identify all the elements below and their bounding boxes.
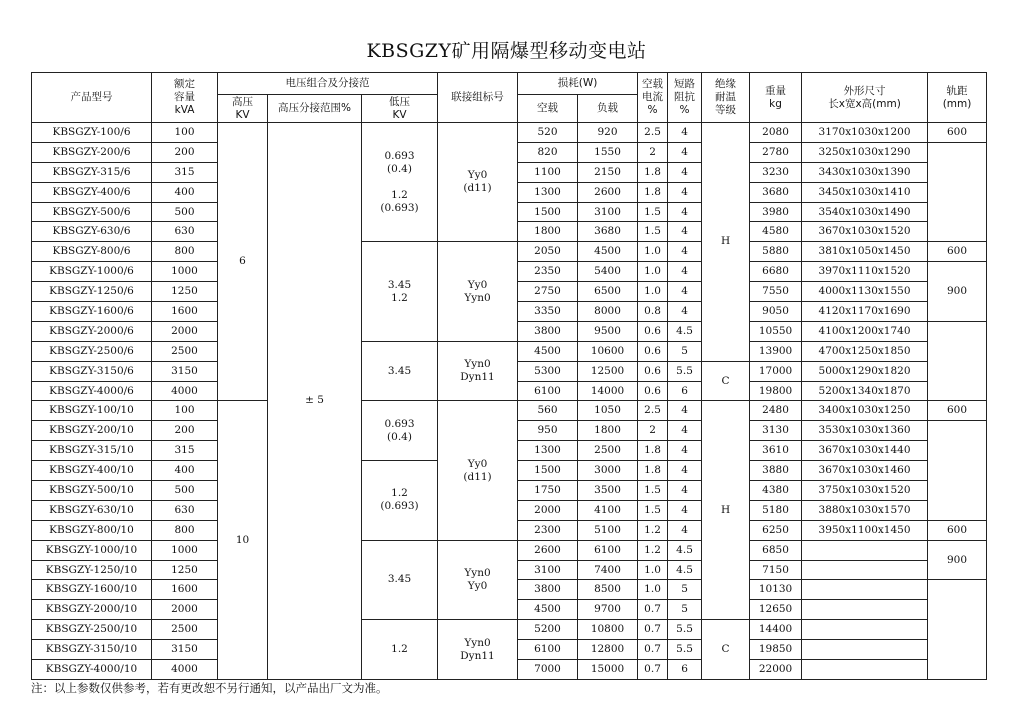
no-load-current-cell: 1.8 [638,441,668,461]
dimensions-cell: 3540x1030x1490 [802,202,928,222]
impedance-cell: 4 [668,282,702,302]
header-hv: 高压 KV [218,95,268,123]
dimensions-cell [802,560,928,580]
no-load-loss-cell: 820 [518,142,578,162]
model-cell: KBSGZY-400/6 [32,182,152,202]
weight-cell: 10130 [750,580,802,600]
no-load-loss-cell: 1300 [518,441,578,461]
impedance-cell: 5 [668,600,702,620]
model-cell: KBSGZY-3150/6 [32,361,152,381]
load-loss-cell: 10800 [578,620,638,640]
connection-cell: Yy0 (d11) [438,123,518,242]
capacity-cell: 2000 [152,600,218,620]
capacity-cell: 1000 [152,540,218,560]
model-cell: KBSGZY-315/6 [32,162,152,182]
header-capacity: 额定 容量 kVA [152,73,218,123]
load-loss-cell: 4500 [578,242,638,262]
dimensions-cell [802,640,928,660]
model-cell: KBSGZY-1000/10 [32,540,152,560]
gauge-cell: 600 [928,520,987,540]
load-loss-cell: 2500 [578,441,638,461]
no-load-current-cell: 0.6 [638,381,668,401]
capacity-cell: 1250 [152,560,218,580]
dimensions-cell [802,540,928,560]
no-load-current-cell: 0.6 [638,321,668,341]
weight-cell: 7150 [750,560,802,580]
weight-cell: 7550 [750,282,802,302]
connection-cell: Yyn0 Dyn11 [438,341,518,401]
dimensions-cell: 3250x1030x1290 [802,142,928,162]
model-cell: KBSGZY-1250/6 [32,282,152,302]
header-insulation: 绝缘 耐温 等级 [702,73,750,123]
no-load-loss-cell: 6100 [518,640,578,660]
weight-cell: 4580 [750,222,802,242]
table-row [32,242,987,262]
model-cell: KBSGZY-800/10 [32,520,152,540]
load-loss-cell: 3100 [578,202,638,222]
no-load-current-cell: 1.5 [638,202,668,222]
capacity-cell: 630 [152,500,218,520]
no-load-current-cell: 2.5 [638,401,668,421]
dimensions-cell: 3670x1030x1520 [802,222,928,242]
dimensions-cell: 3810x1050x1450 [802,242,928,262]
capacity-cell: 3150 [152,640,218,660]
page-title: KBSGZY矿用隔爆型移动变电站 [366,40,647,62]
no-load-loss-cell: 2350 [518,262,578,282]
no-load-loss-cell: 1100 [518,162,578,182]
capacity-cell: 500 [152,202,218,222]
impedance-cell: 5.5 [668,620,702,640]
no-load-loss-cell: 1750 [518,481,578,501]
impedance-cell: 4.5 [668,560,702,580]
header-weight: 重量 kg [750,73,802,123]
impedance-cell: 4 [668,441,702,461]
no-load-loss-cell: 2600 [518,540,578,560]
weight-cell: 13900 [750,341,802,361]
weight-cell: 19800 [750,381,802,401]
capacity-cell: 315 [152,441,218,461]
model-cell: KBSGZY-800/6 [32,242,152,262]
capacity-cell: 2500 [152,620,218,640]
gauge-cell [928,580,987,679]
lv-cell: 0.693 (0.4) 1.2 (0.693) [362,123,438,242]
no-load-current-cell: 0.6 [638,361,668,381]
no-load-current-cell: 2 [638,421,668,441]
no-load-current-cell: 0.7 [638,640,668,660]
capacity-cell: 500 [152,481,218,501]
dimensions-cell: 3880x1030x1570 [802,500,928,520]
connection-cell: Yy0 (d11) [438,401,518,540]
no-load-current-cell: 1.0 [638,580,668,600]
footnote: 注：以上参数仅供参考，若有更改恕不另行通知，以产品出厂文为准。 [31,681,388,695]
header-model: 产品型号 [32,73,152,123]
model-cell: KBSGZY-1600/10 [32,580,152,600]
weight-cell: 6250 [750,520,802,540]
capacity-cell: 800 [152,520,218,540]
capacity-cell: 800 [152,242,218,262]
dimensions-cell: 4000x1130x1550 [802,282,928,302]
weight-cell: 10550 [750,321,802,341]
impedance-cell: 4 [668,520,702,540]
impedance-cell: 5.5 [668,640,702,660]
header-voltage-group: 电压组合及分接范 [218,73,438,95]
weight-cell: 2080 [750,123,802,143]
no-load-loss-cell: 2300 [518,520,578,540]
impedance-cell: 4 [668,202,702,222]
impedance-cell: 4 [668,142,702,162]
gauge-cell: 600 [928,242,987,262]
header-dimensions: 外形尺寸 长x宽x高(mm) [802,73,928,123]
insulation-cell: C [702,361,750,401]
no-load-loss-cell: 3800 [518,321,578,341]
weight-cell: 19850 [750,640,802,660]
load-loss-cell: 1550 [578,142,638,162]
no-load-current-cell: 1.0 [638,282,668,302]
gauge-cell [928,321,987,401]
no-load-loss-cell: 5200 [518,620,578,640]
impedance-cell: 6 [668,660,702,680]
dimensions-cell: 3450x1030x1410 [802,182,928,202]
lv-cell: 3.45 [362,540,438,620]
model-cell: KBSGZY-2000/6 [32,321,152,341]
impedance-cell: 4 [668,421,702,441]
dimensions-cell: 3530x1030x1360 [802,421,928,441]
tap-range-cell: ± 5 [268,123,362,680]
impedance-cell: 4 [668,481,702,501]
model-cell: KBSGZY-2500/6 [32,341,152,361]
load-loss-cell: 1800 [578,421,638,441]
load-loss-cell: 3000 [578,461,638,481]
load-loss-cell: 10600 [578,341,638,361]
weight-cell: 14400 [750,620,802,640]
no-load-loss-cell: 560 [518,401,578,421]
capacity-cell: 400 [152,182,218,202]
capacity-cell: 2000 [152,321,218,341]
load-loss-cell: 5100 [578,520,638,540]
capacity-cell: 1600 [152,302,218,322]
weight-cell: 2480 [750,401,802,421]
table-row [32,341,987,361]
impedance-cell: 4.5 [668,540,702,560]
no-load-loss-cell: 520 [518,123,578,143]
no-load-current-cell: 1.8 [638,461,668,481]
load-loss-cell: 8500 [578,580,638,600]
capacity-cell: 4000 [152,381,218,401]
capacity-cell: 315 [152,162,218,182]
dimensions-cell: 3950x1100x1450 [802,520,928,540]
dimensions-cell [802,620,928,640]
load-loss-cell: 15000 [578,660,638,680]
model-cell: KBSGZY-500/6 [32,202,152,222]
load-loss-cell: 7400 [578,560,638,580]
impedance-cell: 4 [668,461,702,481]
no-load-current-cell: 1.0 [638,242,668,262]
no-load-current-cell: 1.8 [638,162,668,182]
dimensions-cell: 5000x1290x1820 [802,361,928,381]
load-loss-cell: 6100 [578,540,638,560]
no-load-current-cell: 0.7 [638,660,668,680]
capacity-cell: 1000 [152,262,218,282]
impedance-cell: 4 [668,123,702,143]
no-load-current-cell: 1.5 [638,500,668,520]
model-cell: KBSGZY-500/10 [32,481,152,501]
no-load-loss-cell: 6100 [518,381,578,401]
dimensions-cell: 4120x1170x1690 [802,302,928,322]
capacity-cell: 400 [152,461,218,481]
load-loss-cell: 12500 [578,361,638,381]
weight-cell: 12650 [750,600,802,620]
no-load-loss-cell: 1500 [518,461,578,481]
no-load-loss-cell: 2750 [518,282,578,302]
no-load-loss-cell: 950 [518,421,578,441]
impedance-cell: 4 [668,182,702,202]
no-load-current-cell: 2 [638,142,668,162]
capacity-cell: 1250 [152,282,218,302]
load-loss-cell: 1050 [578,401,638,421]
impedance-cell: 6 [668,381,702,401]
dimensions-cell: 3430x1030x1390 [802,162,928,182]
header-connection: 联接组标号 [438,73,518,123]
weight-cell: 5180 [750,500,802,520]
gauge-cell: 600 [928,401,987,421]
model-cell: KBSGZY-4000/10 [32,660,152,680]
dimensions-cell: 5200x1340x1870 [802,381,928,401]
model-cell: KBSGZY-100/6 [32,123,152,143]
no-load-current-cell: 1.5 [638,222,668,242]
no-load-loss-cell: 3800 [518,580,578,600]
no-load-current-cell: 0.8 [638,302,668,322]
dimensions-cell: 3750x1030x1520 [802,481,928,501]
connection-cell: Yyn0 Dyn11 [438,620,518,680]
header-lv: 低压 KV [362,95,438,123]
no-load-current-cell: 1.0 [638,560,668,580]
model-cell: KBSGZY-4000/6 [32,381,152,401]
weight-cell: 3610 [750,441,802,461]
load-loss-cell: 3500 [578,481,638,501]
model-cell: KBSGZY-315/10 [32,441,152,461]
model-cell: KBSGZY-200/6 [32,142,152,162]
no-load-loss-cell: 2000 [518,500,578,520]
weight-cell: 9050 [750,302,802,322]
lv-cell: 3.45 [362,341,438,401]
capacity-cell: 100 [152,123,218,143]
connection-cell: Yy0 Yyn0 [438,242,518,341]
header-no-load: 空载 [518,95,578,123]
header-load: 负载 [578,95,638,123]
weight-cell: 3130 [750,421,802,441]
weight-cell: 2780 [750,142,802,162]
weight-cell: 6680 [750,262,802,282]
model-cell: KBSGZY-1250/10 [32,560,152,580]
hv-cell: 6 [218,123,268,401]
no-load-current-cell: 1.2 [638,540,668,560]
no-load-current-cell: 1.8 [638,182,668,202]
weight-cell: 3680 [750,182,802,202]
model-cell: KBSGZY-2000/10 [32,600,152,620]
model-cell: KBSGZY-1000/6 [32,262,152,282]
impedance-cell: 4 [668,500,702,520]
dimensions-cell [802,580,928,600]
capacity-cell: 200 [152,142,218,162]
impedance-cell: 4 [668,302,702,322]
model-cell: KBSGZY-200/10 [32,421,152,441]
capacity-cell: 1600 [152,580,218,600]
load-loss-cell: 6500 [578,282,638,302]
lv-cell: 0.693 (0.4) [362,401,438,461]
impedance-cell: 4 [668,162,702,182]
table-row [32,123,987,143]
no-load-current-cell: 1.2 [638,520,668,540]
dimensions-cell [802,600,928,620]
impedance-cell: 5 [668,341,702,361]
no-load-loss-cell: 5300 [518,361,578,381]
header-tap: 高压分接范围% [268,95,362,123]
model-cell: KBSGZY-630/10 [32,500,152,520]
dimensions-cell: 4700x1250x1850 [802,341,928,361]
load-loss-cell: 920 [578,123,638,143]
impedance-cell: 4 [668,242,702,262]
load-loss-cell: 14000 [578,381,638,401]
load-loss-cell: 5400 [578,262,638,282]
model-cell: KBSGZY-3150/10 [32,640,152,660]
table-row [32,620,987,640]
load-loss-cell: 9700 [578,600,638,620]
model-cell: KBSGZY-400/10 [32,461,152,481]
capacity-cell: 2500 [152,341,218,361]
impedance-cell: 4 [668,262,702,282]
no-load-loss-cell: 3350 [518,302,578,322]
gauge-cell [928,142,987,241]
impedance-cell: 4 [668,401,702,421]
no-load-loss-cell: 3100 [518,560,578,580]
lv-cell: 1.2 [362,620,438,680]
load-loss-cell: 4100 [578,500,638,520]
dimensions-cell: 3970x1110x1520 [802,262,928,282]
lv-cell: 3.45 1.2 [362,242,438,341]
gauge-cell [928,421,987,520]
impedance-cell: 4.5 [668,321,702,341]
dimensions-cell: 4100x1200x1740 [802,321,928,341]
weight-cell: 5880 [750,242,802,262]
no-load-current-cell: 2.5 [638,123,668,143]
load-loss-cell: 9500 [578,321,638,341]
model-cell: KBSGZY-1600/6 [32,302,152,322]
no-load-loss-cell: 1800 [518,222,578,242]
impedance-cell: 4 [668,222,702,242]
connection-cell: Yyn0 Yy0 [438,540,518,620]
weight-cell: 6850 [750,540,802,560]
weight-cell: 3230 [750,162,802,182]
capacity-cell: 630 [152,222,218,242]
load-loss-cell: 8000 [578,302,638,322]
dimensions-cell: 3170x1030x1200 [802,123,928,143]
gauge-cell: 900 [928,540,987,580]
no-load-current-cell: 0.7 [638,620,668,640]
model-cell: KBSGZY-630/6 [32,222,152,242]
gauge-cell: 600 [928,123,987,143]
no-load-loss-cell: 2050 [518,242,578,262]
hv-cell: 10 [218,401,268,679]
table-row [32,540,987,560]
no-load-loss-cell: 4500 [518,341,578,361]
capacity-cell: 200 [152,421,218,441]
impedance-cell: 5 [668,580,702,600]
header-loss: 损耗(W) [518,73,638,95]
dimensions-cell: 3670x1030x1440 [802,441,928,461]
load-loss-cell: 3680 [578,222,638,242]
no-load-current-cell: 0.6 [638,341,668,361]
no-load-current-cell: 1.5 [638,481,668,501]
capacity-cell: 3150 [152,361,218,381]
impedance-cell: 5.5 [668,361,702,381]
weight-cell: 3880 [750,461,802,481]
no-load-loss-cell: 1300 [518,182,578,202]
weight-cell: 4380 [750,481,802,501]
insulation-cell: C [702,620,750,680]
capacity-cell: 100 [152,401,218,421]
header-impedance: 短路 阻抗 % [668,73,702,123]
weight-cell: 3980 [750,202,802,222]
no-load-loss-cell: 4500 [518,600,578,620]
dimensions-cell [802,660,928,680]
lv-cell: 1.2 (0.693) [362,461,438,541]
spec-table [31,72,987,680]
model-cell: KBSGZY-2500/10 [32,620,152,640]
table-row [32,401,987,421]
no-load-loss-cell: 1500 [518,202,578,222]
load-loss-cell: 2600 [578,182,638,202]
capacity-cell: 4000 [152,660,218,680]
dimensions-cell: 3670x1030x1460 [802,461,928,481]
insulation-cell: H [702,123,750,362]
load-loss-cell: 12800 [578,640,638,660]
dimensions-cell: 3400x1030x1250 [802,401,928,421]
header-no-load-current: 空载 电流 % [638,73,668,123]
no-load-current-cell: 0.7 [638,600,668,620]
gauge-cell: 900 [928,262,987,322]
weight-cell: 22000 [750,660,802,680]
no-load-loss-cell: 7000 [518,660,578,680]
header-gauge: 轨距 (mm) [928,73,987,123]
model-cell: KBSGZY-100/10 [32,401,152,421]
load-loss-cell: 2150 [578,162,638,182]
insulation-cell: H [702,401,750,620]
no-load-current-cell: 1.0 [638,262,668,282]
weight-cell: 17000 [750,361,802,381]
